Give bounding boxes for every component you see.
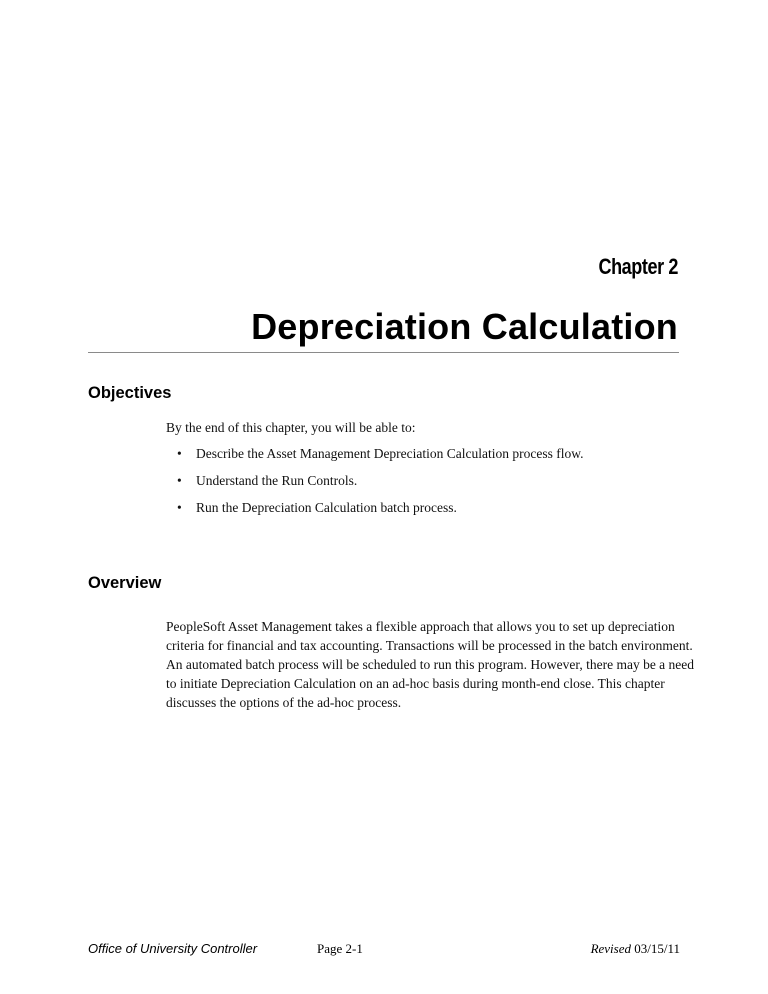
footer-revised — [591, 941, 680, 957]
revised-label: Revised — [590, 941, 631, 956]
objective-text: Describe the Asset Management Depreciation Calculation process flow. — [196, 446, 584, 461]
title-divider — [88, 352, 679, 353]
chapter-label: Chapter 2 — [598, 254, 678, 279]
bullet-icon: • — [177, 473, 182, 488]
objective-text: Understand the Run Controls. — [196, 473, 358, 488]
footer-organization: Office of University Controller — [88, 941, 258, 956]
overview-heading: Overview — [88, 574, 162, 592]
objective-text: Run the Depreciation Calculation batch process. — [196, 500, 457, 515]
chapter-title: Depreciation Calculation — [251, 306, 678, 347]
objective-item — [166, 498, 584, 525]
objectives-heading: Objectives — [88, 384, 172, 402]
bullet-icon: • — [177, 446, 182, 461]
objectives-intro: By the end of this chapter, you will be able to: — [166, 420, 416, 435]
objective-item — [166, 444, 584, 471]
objective-item — [166, 471, 584, 498]
bullet-icon: • — [177, 500, 182, 515]
objectives-list — [166, 444, 584, 525]
overview-paragraph: PeopleSoft Asset Management takes a flexible approach that allows you to set up depreciation criteria for financial and tax accounting. Transactions will be processed in the batch environment. An automated batch process will be scheduled to run this program. However, there may be a need to initiate Depreciation Calculation on an ad-hoc basis during month-end close. This chapter discusses the options of the ad-hoc process. — [166, 619, 695, 710]
page-footer — [88, 941, 680, 961]
footer-page-number: Page 2-1 — [317, 941, 363, 956]
revised-date: 03/15/11 — [634, 941, 680, 956]
